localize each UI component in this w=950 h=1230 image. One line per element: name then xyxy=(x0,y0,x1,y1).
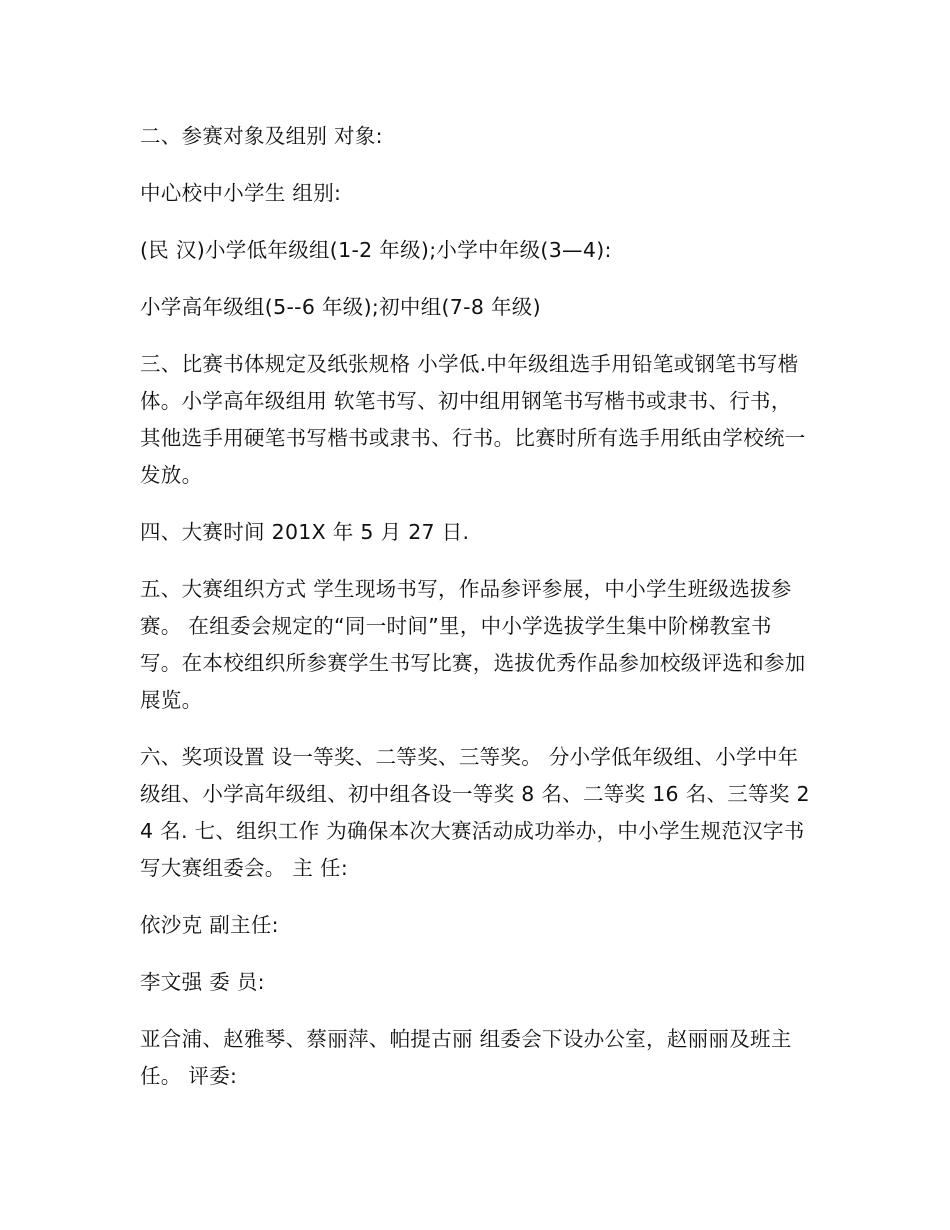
paragraph-low-mid-grade-groups: (民 汉)小学低年级组(1-2 年级);小学中年级(3—4): xyxy=(140,238,612,262)
paragraph-vice-director: 李文强 委 员: xyxy=(140,970,265,994)
document-body xyxy=(140,118,810,1115)
paragraph-high-grade-junior-groups: 小学高年级组(5--6 年级);初中组(7-8 年级) xyxy=(140,295,541,319)
paragraph-competition-time: 四、大赛时间 201X 年 5 月 27 日. xyxy=(140,520,470,544)
paragraph-awards-and-organization: 六、奖项设置 设一等奖、二等奖、三等奖。 分小学低年级组、小学中年级组、小学高年级组、初中组各设一等奖 8 名、二等奖 16 名、三等奖 24 名. 七、组织工作 为确保本次大赛活动成功举办，中小学生规范汉字书写大赛组委会。 主 任: xyxy=(140,745,810,880)
paragraph-organization-method: 五、大赛组织方式 学生现场书写，作品参评参展，中小学生班级选拔参赛。 在组委会规定的“同一时间”里，中小学选拔学生集中阶梯教室书写。在本校组织所参赛学生书写比赛，选拔优秀作品参加校级评选和参加展览。 xyxy=(140,577,806,712)
paragraph-participants-groups: 中心校中小学生 组别: xyxy=(140,181,342,205)
paragraph-committee-members: 亚合浦、赵雅琴、蔡丽萍、帕提古丽 组委会下设办公室，赵丽丽及班主任。 评委: xyxy=(140,1027,792,1088)
paragraph-writing-style-rules: 三、比赛书体规定及纸张规格 小学低.中年级组选手用铅笔或钢笔书写楷体。小学高年级组用 软笔书写、初中组用钢笔书写楷书或隶书、行书，其他选手用硬笔书写楷书或隶书、行书。比赛时所有选手用纸由学校统一发放。 xyxy=(140,352,806,487)
paragraph-director: 依沙克 副主任: xyxy=(140,913,279,937)
paragraph-participants-heading: 二、参赛对象及组别 对象: xyxy=(140,124,383,148)
